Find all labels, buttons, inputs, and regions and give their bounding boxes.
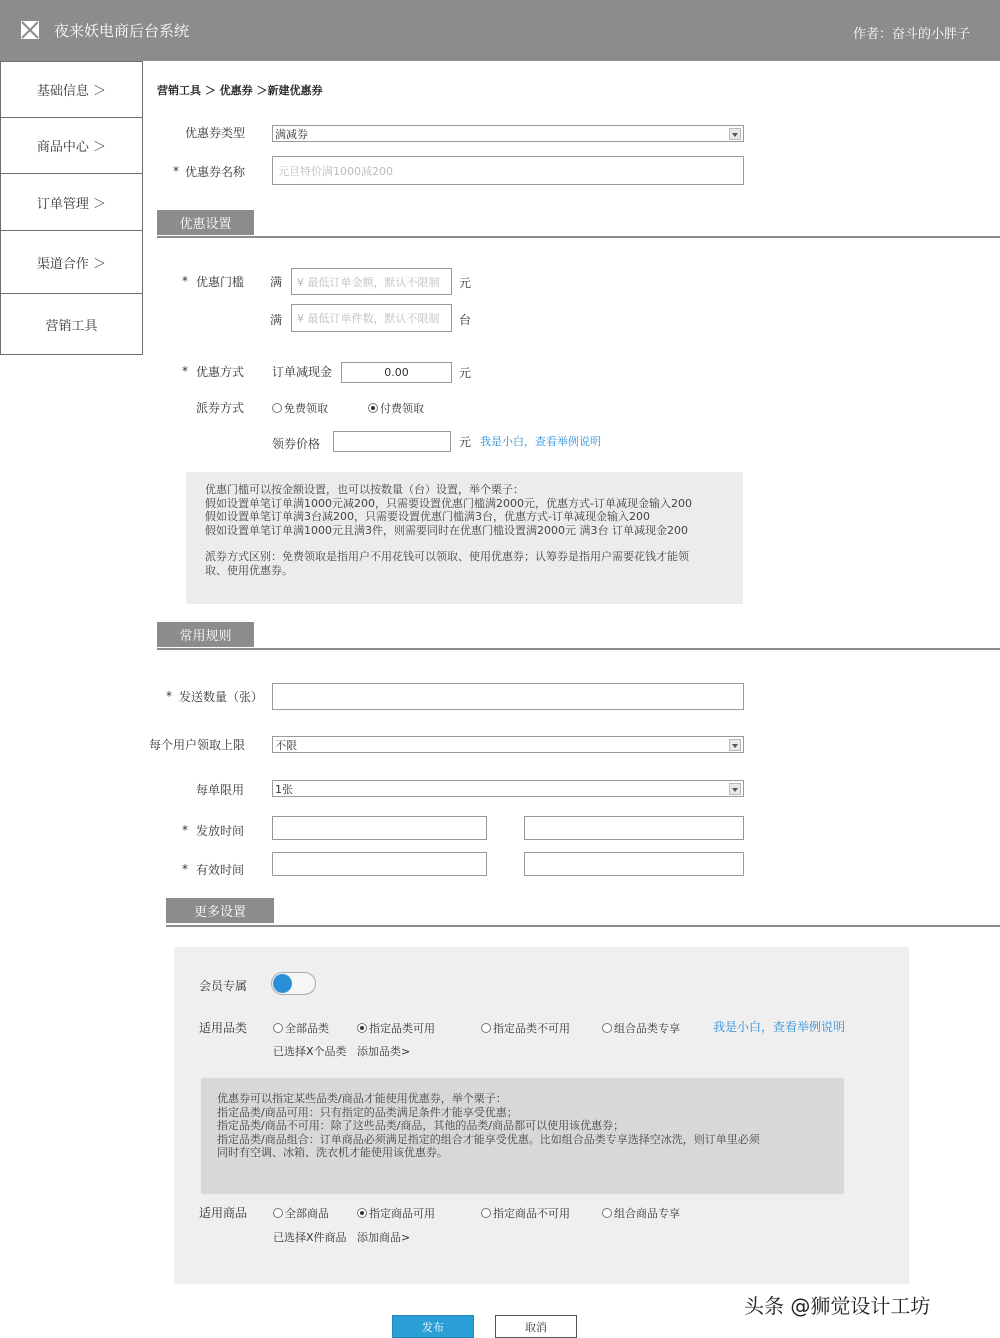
section-tab-discount[interactable]: 优惠设置 bbox=[157, 210, 254, 235]
per-order-select[interactable] bbox=[272, 780, 744, 797]
radio-specified-products[interactable] bbox=[357, 1205, 435, 1221]
radio-excluded-categories[interactable] bbox=[481, 1020, 570, 1036]
breadcrumb: 营销工具 ＞ 优惠券 ＞新建优惠券 bbox=[157, 84, 323, 97]
author-label: 作者：奋斗的小胖子 bbox=[852, 27, 970, 42]
issue-end-input[interactable] bbox=[524, 816, 744, 840]
toggle-knob bbox=[273, 974, 292, 993]
per-user-select[interactable] bbox=[272, 736, 744, 753]
section-divider bbox=[157, 236, 1000, 238]
section-tab-rules[interactable]: 常用规则 bbox=[157, 622, 254, 647]
chevron-down-icon bbox=[729, 739, 741, 751]
coupon-name-label: 优惠券名称 bbox=[185, 165, 246, 179]
radio-dot bbox=[272, 403, 282, 413]
section-tab-more[interactable]: 更多设置 bbox=[166, 898, 274, 923]
required-mark: * bbox=[182, 364, 188, 378]
required-mark: * bbox=[182, 862, 188, 876]
note-line: 派券方式区别：免费领取是指用户不用花钱可以领取、使用优惠券；认筹券是指用户需要花钱才能领 bbox=[205, 550, 689, 563]
issue-time-label: 发放时间 bbox=[196, 824, 245, 838]
per-user-label: 每个用户领取上限 bbox=[149, 738, 246, 752]
note-line: 优惠门槛可以按金额设置，也可以按数量（台）设置，举个栗子： bbox=[205, 483, 524, 496]
threshold-count-input[interactable]: ¥ 最低订单件数，默认不限制 bbox=[291, 304, 452, 332]
note-line: 优惠券可以指定某些品类/商品才能使用优惠券，举个栗子： bbox=[217, 1092, 507, 1105]
note-line: 假如设置单笔订单满1000元且满3件，则需要同时在优惠门槛设置满2000元 满3台 订单减现金200 bbox=[205, 523, 688, 537]
note-line: 同时有空调、冰箱、洗衣机才能使用该优惠券。 bbox=[217, 1146, 448, 1159]
radio-label: 指定商品可用 bbox=[369, 1207, 435, 1220]
radio-all-products[interactable] bbox=[273, 1205, 329, 1221]
coupon-type-select[interactable] bbox=[272, 125, 744, 142]
note-line: 假如设置单笔订单满1000元减200，只需要设置优惠门槛满2000元，优惠方式-订单减现金输入200 bbox=[205, 496, 692, 510]
member-toggle[interactable] bbox=[271, 972, 316, 995]
claim-price-input[interactable] bbox=[333, 431, 451, 452]
radio-combo-products[interactable] bbox=[602, 1205, 680, 1221]
category-selected-text: 已选择X个品类 bbox=[273, 1045, 347, 1058]
radio-all-categories[interactable] bbox=[273, 1020, 329, 1036]
sidebar-item-order-management[interactable]: 订单管理 ＞ bbox=[0, 173, 143, 231]
radio-label: 付费领取 bbox=[380, 402, 424, 415]
radio-dot bbox=[273, 1208, 283, 1218]
member-label: 会员专属 bbox=[199, 979, 248, 993]
radio-label: 组合商品专享 bbox=[614, 1207, 680, 1220]
required-mark: * bbox=[173, 164, 179, 178]
required-mark: * bbox=[166, 689, 172, 703]
count-unit: 台 bbox=[459, 313, 472, 327]
chevron-down-icon bbox=[729, 128, 741, 140]
section-divider bbox=[157, 648, 1000, 650]
discount-note bbox=[186, 472, 743, 604]
radio-combo-categories[interactable] bbox=[602, 1020, 680, 1036]
coupon-type-label: 优惠券类型 bbox=[185, 126, 246, 140]
distribution-label: 派券方式 bbox=[196, 401, 245, 415]
method-unit: 元 bbox=[459, 366, 472, 380]
category-label: 适用品类 bbox=[199, 1021, 248, 1035]
sidebar-item-channel-partner[interactable]: 渠道合作 ＞ bbox=[0, 230, 143, 294]
sidebar-item-product-center[interactable]: 商品中心 ＞ bbox=[0, 117, 143, 174]
add-product-link[interactable]: 添加商品> bbox=[357, 1231, 411, 1244]
radio-dot bbox=[357, 1208, 367, 1218]
sidebar-item-marketing-tools[interactable]: 营销工具 bbox=[0, 293, 143, 355]
radio-label: 全部商品 bbox=[285, 1207, 329, 1220]
note-line: 指定品类/商品不可用：除了这些品类/商品，其他的品类/商品都可以使用该优惠券； bbox=[217, 1119, 625, 1132]
per-user-value: 不限 bbox=[275, 738, 297, 752]
radio-dot bbox=[357, 1023, 367, 1033]
send-count-label: 发送数量（张） bbox=[179, 690, 264, 704]
radio-dot bbox=[273, 1023, 283, 1033]
radio-label: 组合品类专享 bbox=[614, 1022, 680, 1035]
radio-label: 指定商品不可用 bbox=[493, 1207, 570, 1220]
coupon-name-input[interactable]: 元旦特价满1000减200 bbox=[272, 156, 744, 185]
mail-icon bbox=[20, 20, 40, 40]
issue-start-input[interactable] bbox=[272, 816, 487, 840]
radio-dot bbox=[481, 1023, 491, 1033]
required-mark: * bbox=[182, 823, 188, 837]
radio-label: 指定品类不可用 bbox=[493, 1022, 570, 1035]
valid-start-input[interactable] bbox=[272, 852, 487, 876]
valid-end-input[interactable] bbox=[524, 852, 744, 876]
note-line: 取、使用优惠券。 bbox=[205, 563, 293, 577]
category-help-link[interactable]: 我是小白，查看举例说明 bbox=[713, 1020, 846, 1034]
radio-paid-claim[interactable] bbox=[368, 400, 424, 416]
radio-label: 免费领取 bbox=[284, 402, 328, 415]
chevron-down-icon bbox=[729, 783, 741, 795]
section-divider bbox=[166, 925, 1000, 927]
required-mark: * bbox=[182, 274, 188, 288]
radio-dot bbox=[602, 1208, 612, 1218]
coupon-type-value: 满减券 bbox=[275, 127, 308, 141]
help-link[interactable]: 我是小白，查看举例说明 bbox=[480, 435, 601, 448]
watermark: 头条 @狮觉设计工坊 bbox=[744, 1294, 931, 1318]
radio-dot bbox=[602, 1023, 612, 1033]
add-category-link[interactable]: 添加品类> bbox=[357, 1045, 411, 1058]
method-label: 优惠方式 bbox=[196, 365, 245, 379]
category-note bbox=[201, 1078, 844, 1194]
radio-dot bbox=[481, 1208, 491, 1218]
price-unit: 元 bbox=[459, 435, 472, 449]
publish-button[interactable]: 发布 bbox=[392, 1315, 474, 1338]
radio-specified-categories[interactable] bbox=[357, 1020, 435, 1036]
product-selected-text: 已选择X件商品 bbox=[273, 1231, 347, 1244]
per-order-label: 每单限用 bbox=[196, 783, 245, 797]
send-count-input[interactable] bbox=[272, 683, 744, 710]
radio-dot bbox=[368, 403, 378, 413]
method-sub-label: 订单减现金 bbox=[272, 365, 333, 379]
app-title: 夜来妖电商后台系统 bbox=[54, 22, 190, 40]
sidebar-item-basic-info[interactable]: 基础信息 ＞ bbox=[0, 61, 143, 118]
product-label: 适用商品 bbox=[199, 1206, 248, 1220]
radio-label: 指定品类可用 bbox=[369, 1022, 435, 1035]
threshold-amount-input[interactable]: ¥ 最低订单金额，默认不限制 bbox=[291, 268, 452, 295]
radio-free-claim[interactable] bbox=[272, 400, 328, 416]
note-line: 指定品类/商品可用：只有指定的品类满足条件才能享受优惠； bbox=[217, 1105, 518, 1119]
full-label: 满 bbox=[270, 313, 283, 327]
discount-cash-input[interactable]: 0.00 bbox=[341, 362, 452, 383]
per-order-value: 1张 bbox=[275, 782, 293, 796]
radio-excluded-products[interactable] bbox=[481, 1205, 570, 1221]
cancel-button[interactable]: 取消 bbox=[495, 1315, 577, 1338]
threshold-label: 优惠门槛 bbox=[196, 275, 245, 289]
note-line: 指定品类/商品组合：订单商品必须满足指定的组合才能享受优惠。比如组合品类专享选择空冰洗，则订单里必须 bbox=[217, 1132, 760, 1146]
amount-unit: 元 bbox=[459, 276, 472, 290]
top-bar bbox=[0, 0, 1000, 61]
full-label: 满 bbox=[270, 275, 283, 289]
valid-time-label: 有效时间 bbox=[196, 863, 245, 877]
price-label: 领券价格 bbox=[272, 437, 321, 451]
radio-label: 全部品类 bbox=[285, 1022, 329, 1035]
note-line: 假如设置单笔订单满3台减200，只需要设置优惠门槛满3台，优惠方式-订单减现金输入200 bbox=[205, 510, 650, 523]
